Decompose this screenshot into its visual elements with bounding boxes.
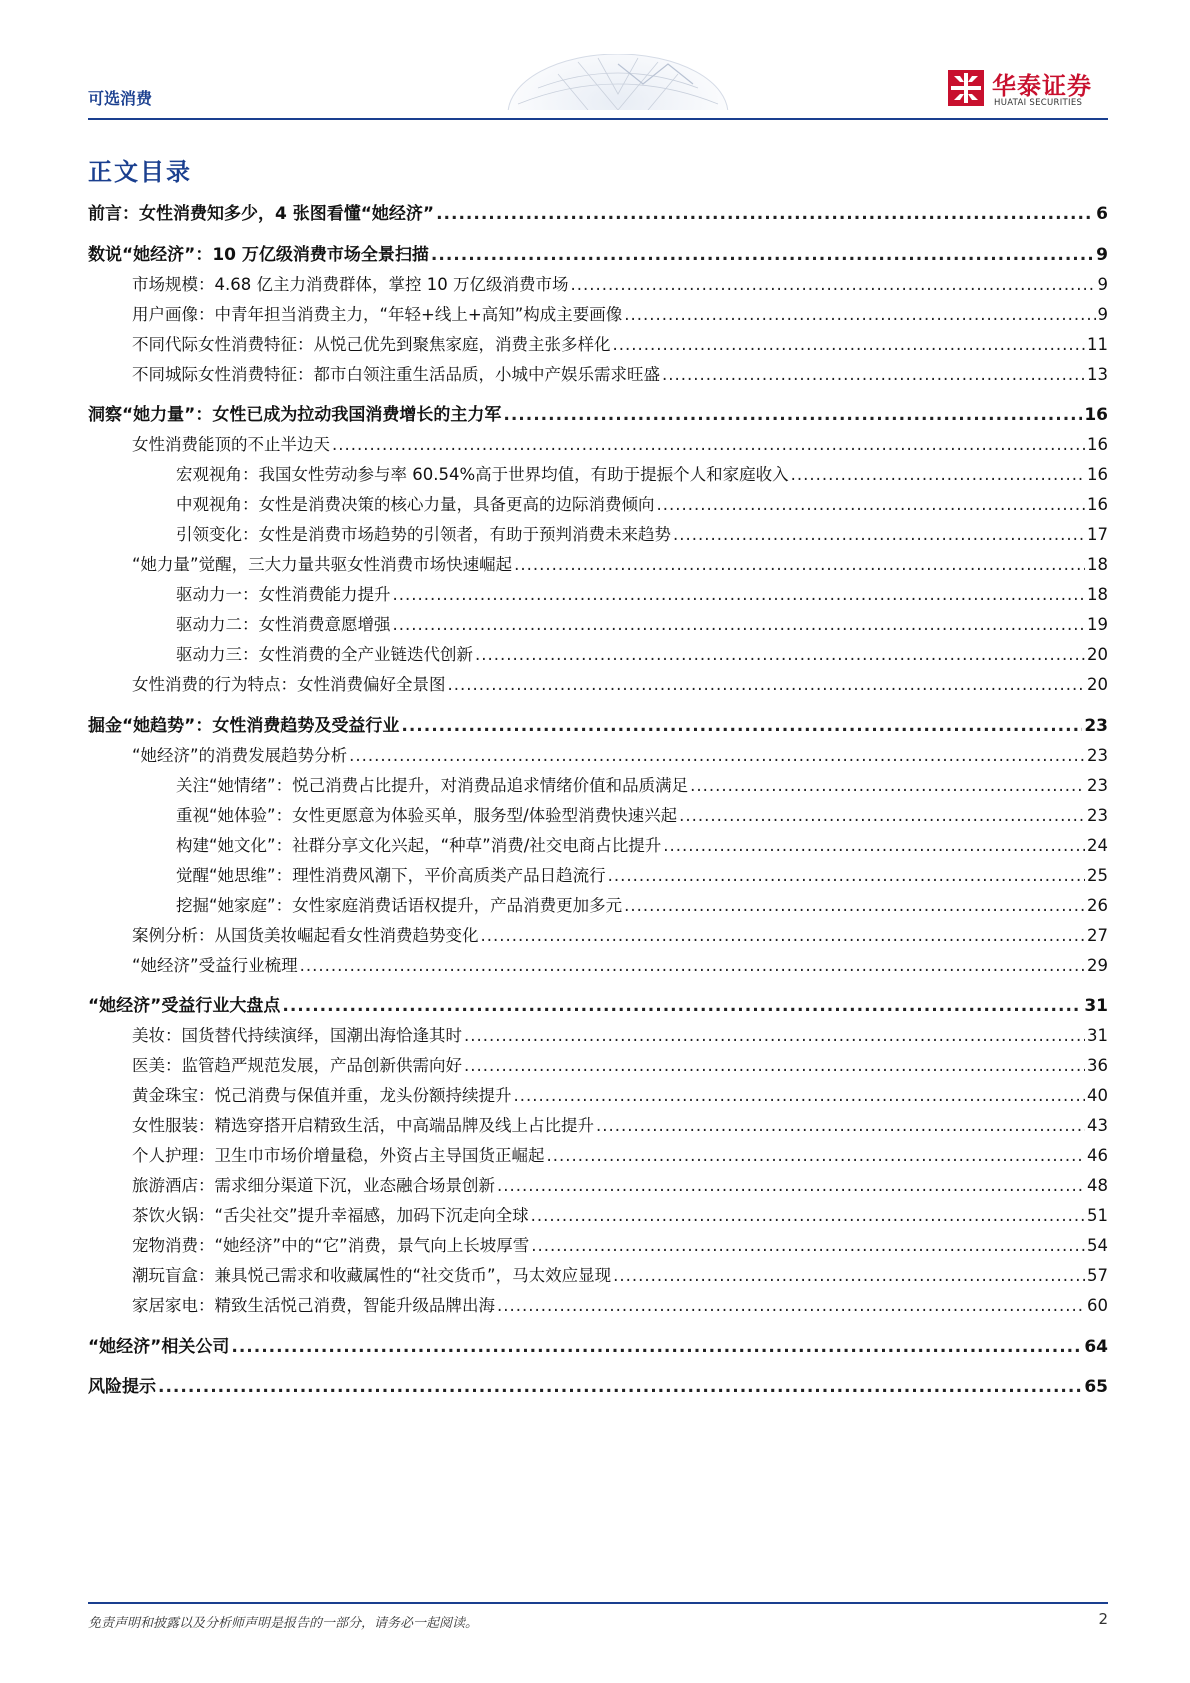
toc-entry-title: 美妆：国货替代持续演绎，国潮出海恰逢其时	[132, 1026, 462, 1045]
toc-entry-title: 中观视角：女性是消费决策的核心力量，具备更高的边际消费倾向	[176, 495, 655, 514]
toc-entry-page: 9	[1097, 304, 1108, 324]
toc-entry-title: 驱动力一：女性消费能力提升	[176, 585, 391, 604]
toc-entry-page: 36	[1087, 1056, 1108, 1075]
toc-dot-leader	[464, 1024, 1085, 1048]
toc-entry[interactable]	[176, 834, 1108, 858]
toc-dot-leader	[547, 1144, 1086, 1168]
toc-dot-leader	[531, 1234, 1085, 1258]
toc-entry-page: 11	[1087, 334, 1108, 354]
toc-entry[interactable]	[176, 804, 1108, 828]
toc-entry[interactable]	[176, 613, 1108, 637]
footer-rule	[88, 1602, 1108, 1604]
toc-entry-title: “她力量”觉醒，三大力量共驱女性消费市场快速崛起	[132, 555, 513, 574]
toc-dot-leader	[497, 1294, 1085, 1318]
toc-entry-page: 64	[1084, 1336, 1108, 1357]
toc-dot-leader	[690, 774, 1085, 798]
toc-dot-leader	[514, 1084, 1086, 1108]
toc-entry-page: 19	[1087, 615, 1108, 634]
toc-entry[interactable]	[176, 774, 1108, 798]
toc-entry[interactable]	[132, 1174, 1108, 1198]
toc-entry-title: 宏观视角：我国女性劳动参与率 60.54%高于世界均值，有助于提振个人和家庭收入	[176, 465, 789, 484]
toc-dot-leader	[436, 202, 1094, 226]
toc-entry-page: 16	[1087, 495, 1108, 514]
toc-entry-page: 46	[1087, 1146, 1108, 1165]
toc-entry[interactable]	[132, 333, 1108, 357]
toc-dot-leader	[608, 864, 1085, 888]
toc-entry[interactable]	[176, 864, 1108, 888]
toc-entry-title: 不同城际女性消费特征：都市白领注重生活品质，小城中产娱乐需求旺盛	[132, 364, 660, 384]
toc-entry-title: 数说“她经济”：10 万亿级消费市场全景扫描	[88, 244, 429, 265]
toc-entry[interactable]	[132, 673, 1108, 697]
toc-entry[interactable]	[88, 994, 1108, 1018]
toc-entry[interactable]	[132, 1084, 1108, 1108]
toc-dot-leader	[431, 243, 1094, 267]
toc-entry-page: 20	[1087, 675, 1108, 694]
toc-entry[interactable]	[132, 1114, 1108, 1138]
header-rule	[88, 118, 1108, 120]
toc-entry-title: 风险提示	[88, 1377, 156, 1397]
toc-entry[interactable]	[132, 744, 1108, 768]
toc-dot-leader	[448, 673, 1086, 697]
toc-entry[interactable]	[132, 1294, 1108, 1318]
globe-graphic-icon	[468, 54, 768, 110]
page-number: 2	[1098, 1610, 1108, 1628]
toc-entry[interactable]	[132, 1054, 1108, 1078]
toc-dot-leader	[393, 583, 1086, 607]
toc-dot-leader	[624, 303, 1095, 327]
toc-dot-leader	[596, 1114, 1085, 1138]
section-label: 可选消费	[88, 89, 153, 108]
disclaimer-text: 免责声明和披露以及分析师声明是报告的一部分，请务必一起阅读。	[88, 1616, 479, 1631]
toc-entry-page: 54	[1087, 1236, 1108, 1255]
page-header	[88, 62, 1108, 120]
toc-entry-title: “她经济”相关公司	[88, 1336, 230, 1357]
toc-entry-page: 20	[1087, 645, 1108, 664]
toc-entry-title: 宠物消费：“她经济”中的“它”消费，景气向上长坡厚雪	[132, 1236, 530, 1255]
toc-entry-page: 18	[1087, 585, 1108, 604]
toc-dot-leader	[464, 1054, 1085, 1078]
toc-entry[interactable]	[176, 583, 1108, 607]
toc-entry-page: 60	[1087, 1296, 1108, 1315]
toc-entry-title: 旅游酒店：需求细分渠道下沉，业态融合场景创新	[132, 1176, 495, 1195]
toc-entry-page: 27	[1087, 925, 1108, 945]
logo-english-name: HUATAI SECURITIES	[994, 98, 1083, 108]
toc-entry[interactable]	[132, 1144, 1108, 1168]
toc-entry-title: 潮玩盲盒：兼具悦己需求和收藏属性的“社交货币”，马太效应显现	[132, 1266, 612, 1285]
toc-dot-leader	[332, 433, 1085, 457]
toc-entry-page: 24	[1087, 835, 1108, 855]
toc-entry-title: 驱动力三：女性消费的全产业链迭代创新	[176, 645, 473, 664]
toc-entry-title: 引领变化：女性是消费市场趋势的引领者，有助于预判消费未来趋势	[176, 525, 671, 544]
toc-entry-title: 个人护理：卫生巾市场价增量稳，外资占主导国货正崛起	[132, 1146, 545, 1165]
toc-entry-page: 65	[1084, 1377, 1108, 1397]
toc-entry[interactable]	[132, 273, 1108, 297]
toc-entry-title: 构建“她文化”：社群分享文化兴起，“种草”消费/社交电商占比提升	[176, 835, 662, 855]
toc-dot-leader	[300, 954, 1085, 978]
toc-entry[interactable]	[132, 1024, 1108, 1048]
toc-entry[interactable]	[176, 493, 1108, 517]
toc-entry-title: 女性消费的行为特点：女性消费偏好全景图	[132, 675, 446, 694]
toc-entry[interactable]	[176, 523, 1108, 547]
toc-entry[interactable]	[88, 714, 1108, 738]
toc-entry[interactable]	[176, 894, 1108, 918]
toc-entry-page: 43	[1087, 1116, 1108, 1135]
toc-entry-page: 9	[1097, 274, 1108, 294]
toc-entry-page: 18	[1087, 555, 1108, 574]
huatai-logo-mark-icon	[948, 70, 984, 106]
toc-dot-leader	[231, 1335, 1082, 1359]
toc-dot-leader	[475, 643, 1085, 667]
toc-entry-title: 驱动力二：女性消费意愿增强	[176, 615, 391, 634]
toc-entry-page: 29	[1087, 955, 1108, 975]
toc-entry-title: 市场规模：4.68 亿主力消费群体，掌控 10 万亿级消费市场	[132, 274, 569, 294]
toc-dot-leader	[503, 403, 1082, 427]
toc-entry[interactable]	[88, 1335, 1108, 1359]
toc-entry-page: 48	[1087, 1176, 1108, 1195]
toc-entry-title: 女性服装：精选穿搭开启精致生活，中高端品牌及线上占比提升	[132, 1116, 594, 1135]
toc-entry[interactable]	[88, 403, 1108, 427]
toc-entry-page: 57	[1087, 1266, 1108, 1285]
toc-entry-page: 31	[1087, 1026, 1108, 1045]
toc-dot-leader	[158, 1375, 1082, 1399]
toc-dot-leader	[531, 1204, 1085, 1228]
toc-entry-title: 重视“她体验”：女性更愿意为体验买单，服务型/体验型消费快速兴起	[176, 805, 678, 825]
toc-dot-leader	[662, 363, 1085, 387]
toc-dot-leader	[401, 714, 1082, 738]
toc-entry[interactable]	[132, 1204, 1108, 1228]
toc-entry[interactable]	[132, 1264, 1108, 1288]
toc-entry[interactable]	[88, 1375, 1108, 1399]
toc-entry[interactable]	[132, 954, 1108, 978]
toc-dot-leader	[663, 834, 1085, 858]
toc-entry-title: 挖掘“她家庭”：女性家庭消费话语权提升，产品消费更加多元	[176, 895, 623, 915]
toc-entry[interactable]	[88, 202, 1108, 226]
toc-entry-page: 6	[1096, 204, 1108, 224]
toc-entry-page: 9	[1096, 244, 1108, 265]
toc-entry-page: 13	[1087, 364, 1108, 384]
toc-entry-title: 茶饮火锅：“舌尖社交”提升幸福感，加码下沉走向全球	[132, 1206, 529, 1225]
toc-entry-page: 16	[1087, 435, 1108, 454]
toc-entry[interactable]	[176, 463, 1108, 487]
toc-entry[interactable]	[132, 303, 1108, 327]
toc-entry-title: “她经济”受益行业大盘点	[88, 996, 281, 1016]
page-title: 正文目录	[88, 158, 192, 186]
toc-entry-page: 23	[1087, 775, 1108, 795]
toc-dot-leader	[613, 1264, 1085, 1288]
toc-entry-title: 觉醒“她思维”：理性消费风潮下，平价高质类产品日趋流行	[176, 865, 606, 885]
logo-chinese-name: 华泰证券	[992, 72, 1092, 100]
toc-dot-leader	[791, 463, 1085, 487]
toc-dot-leader	[393, 613, 1086, 637]
toc-entry-title: “她经济”受益行业梳理	[132, 955, 298, 975]
huatai-logo	[948, 66, 1108, 110]
toc-entry-page: 16	[1084, 405, 1108, 425]
toc-entry-title: 洞察“她力量”：女性已成为拉动我国消费增长的主力军	[88, 405, 502, 425]
toc-dot-leader	[624, 894, 1085, 918]
toc-entry-page: 16	[1087, 465, 1108, 484]
toc-dot-leader	[349, 744, 1085, 768]
toc-entry[interactable]	[88, 243, 1108, 267]
toc-dot-leader	[282, 994, 1082, 1018]
toc-dot-leader	[497, 1174, 1085, 1198]
toc-entry-page: 40	[1087, 1086, 1108, 1105]
toc-entry[interactable]	[132, 363, 1108, 387]
toc-entry-page: 23	[1087, 805, 1108, 825]
toc-entry-title: 医美：监管趋严规范发展，产品创新供需向好	[132, 1056, 462, 1075]
toc-entry-page: 31	[1084, 996, 1108, 1016]
toc-entry-page: 51	[1087, 1206, 1108, 1225]
toc-dot-leader	[657, 493, 1086, 517]
toc-entry-title: 女性消费能顶的不止半边天	[132, 435, 330, 454]
toc-entry-title: “她经济”的消费发展趋势分析	[132, 745, 348, 765]
toc-entry[interactable]	[132, 924, 1108, 948]
toc-entry[interactable]	[176, 643, 1108, 667]
toc-dot-leader	[673, 523, 1085, 547]
toc-entry-page: 17	[1087, 525, 1108, 544]
toc-dot-leader	[514, 553, 1085, 577]
toc-entry-title: 不同代际女性消费特征：从悦己优先到聚焦家庭，消费主张多样化	[132, 334, 611, 354]
toc-entry-title: 黄金珠宝：悦己消费与保值并重，龙头份额持续提升	[132, 1086, 512, 1105]
toc-entry-title: 用户画像：中青年担当消费主力，“年轻+线上+高知”构成主要画像	[132, 304, 623, 324]
toc-dot-leader	[481, 924, 1086, 948]
toc-entry-title: 掘金“她趋势”：女性消费趋势及受益行业	[88, 715, 400, 736]
toc-entry-page: 25	[1087, 865, 1108, 885]
toc-dot-leader	[679, 804, 1085, 828]
toc-entry-page: 23	[1084, 715, 1108, 736]
toc-entry-title: 关注“她情绪”：悦己消费占比提升，对消费品追求情绪价值和品质满足	[176, 775, 689, 795]
toc-dot-leader	[570, 273, 1095, 297]
toc-entry[interactable]	[132, 1234, 1108, 1258]
toc-entry-title: 家居家电：精致生活悦己消费，智能升级品牌出海	[132, 1296, 495, 1315]
toc-entry-title: 案例分析：从国货美妆崛起看女性消费趋势变化	[132, 925, 479, 945]
toc-dot-leader	[613, 333, 1086, 357]
toc-entry-title: 前言：女性消费知多少，4 张图看懂“她经济”	[88, 204, 435, 224]
toc-entry[interactable]	[132, 433, 1108, 457]
toc-entry[interactable]	[132, 553, 1108, 577]
toc-entry-page: 23	[1087, 745, 1108, 765]
toc-entry-page: 26	[1087, 895, 1108, 915]
